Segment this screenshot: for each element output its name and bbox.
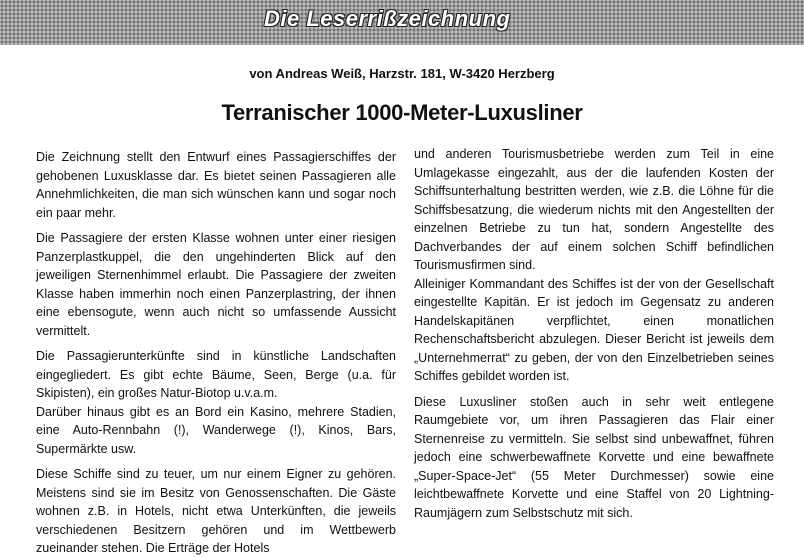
author-byline: von Andreas Weiß, Harzstr. 181, W-3420 Herzberg (249, 66, 555, 81)
paragraph: Die Zeichnung stellt den Entwurf eines Passagierschiffes der gehobenen Luxusklasse dar. Es bietet seinen Passagieren alle Annehmlichkeiten, die man sich wünschen kann und sogar noch ein paar mehr. (36, 150, 396, 220)
paragraph: Die Passagiere der ersten Klasse wohnen unter einer riesigen Panzerplastkuppel, die den ungehinderten Blick auf den jeweiligen Sternenhimmel erlaubt. Die Passagiere der zweiten Klasse haben immerhin noch einen Panzerplastring, der ihnen eine ebensogute, wenn auch nicht so umfassende Aussicht vermittelt. (36, 231, 396, 338)
article-headline: Terranischer 1000-Meter-Luxusliner (221, 100, 583, 125)
header-banner (0, 0, 804, 45)
paragraph: Diese Luxusliner stoßen auch in sehr weit entlegene Raumgebiete vor, um ihren Passagieren das Flair einer Sternenreise zu vermitteln. Sie selbst sind unbewaffnet, führen jedoch eine schwerbewaffnete Korvette und eine bewaffnete „Super-Space-Jet“ (55 Meter Durchmesser) sowie eine leichtbewaffnete Korvette und eine Staffel von 20 Lightning-Raumjägern zum Selbstschutz mit sich. (414, 394, 774, 520)
paragraph: Alleiniger Kommandant des Schiffes ist der von der Gesellschaft eingestellte Kapitän. Er ist jedoch im Gegensatz zu anderen Handelskapitänen verpflichtet, einen monatlichen Rechenschaftsbericht abzulegen. Dieser Bericht ist jeweils dem „Unternehmerrat“ zu geben, der von den Einzelbetrieben seines Schiffes gebildet worden ist. (414, 276, 774, 383)
banner-title: Die Leserrißzeichnung (264, 6, 511, 31)
paragraph: Darüber hinaus gibt es an Bord ein Kasino, mehrere Stadien, eine Auto-Rennbahn (!), Wanderwege (!), Kinos, Bars, Supermärkte usw. (36, 404, 396, 456)
left-column (36, 148, 396, 558)
paragraph: und anderen Tourismusbetriebe werden zum Teil in eine Umlagekasse eingezahlt, aus der die laufenden Kosten der Schiffsunterhaltung bestritten werden, wie z.B. die Löhne für die Schiffsbesatzung, die wiederum nichts mit den Angestellten der einzelnen Betriebe zu tun hat, sondern Angestellte des Dachverbandes der auf einem solchen Schiff befindlichen Tourismusfirmen sind. (414, 147, 774, 272)
paragraph: Diese Schiffe sind zu teuer, um nur einem Eigner zu gehören. Meistens sind sie im Besitz von Genossenschaften. Die Gäste wohnen z.B. in Hotels, nicht etwa Unterkünften, die jeweils verschiedenen Besitzern gehören und im Wettbewerb zueinander stehen. Die Erträge der Hotels (36, 467, 396, 555)
right-column (414, 145, 774, 522)
paragraph: Die Passagierunterkünfte sind in künstliche Landschaften eingegliedert. Es gibt echte Bäume, Seen, Berge (u.a. für Skipisten), ein großes Natur-Biotop u.v.a.m. (36, 349, 396, 400)
